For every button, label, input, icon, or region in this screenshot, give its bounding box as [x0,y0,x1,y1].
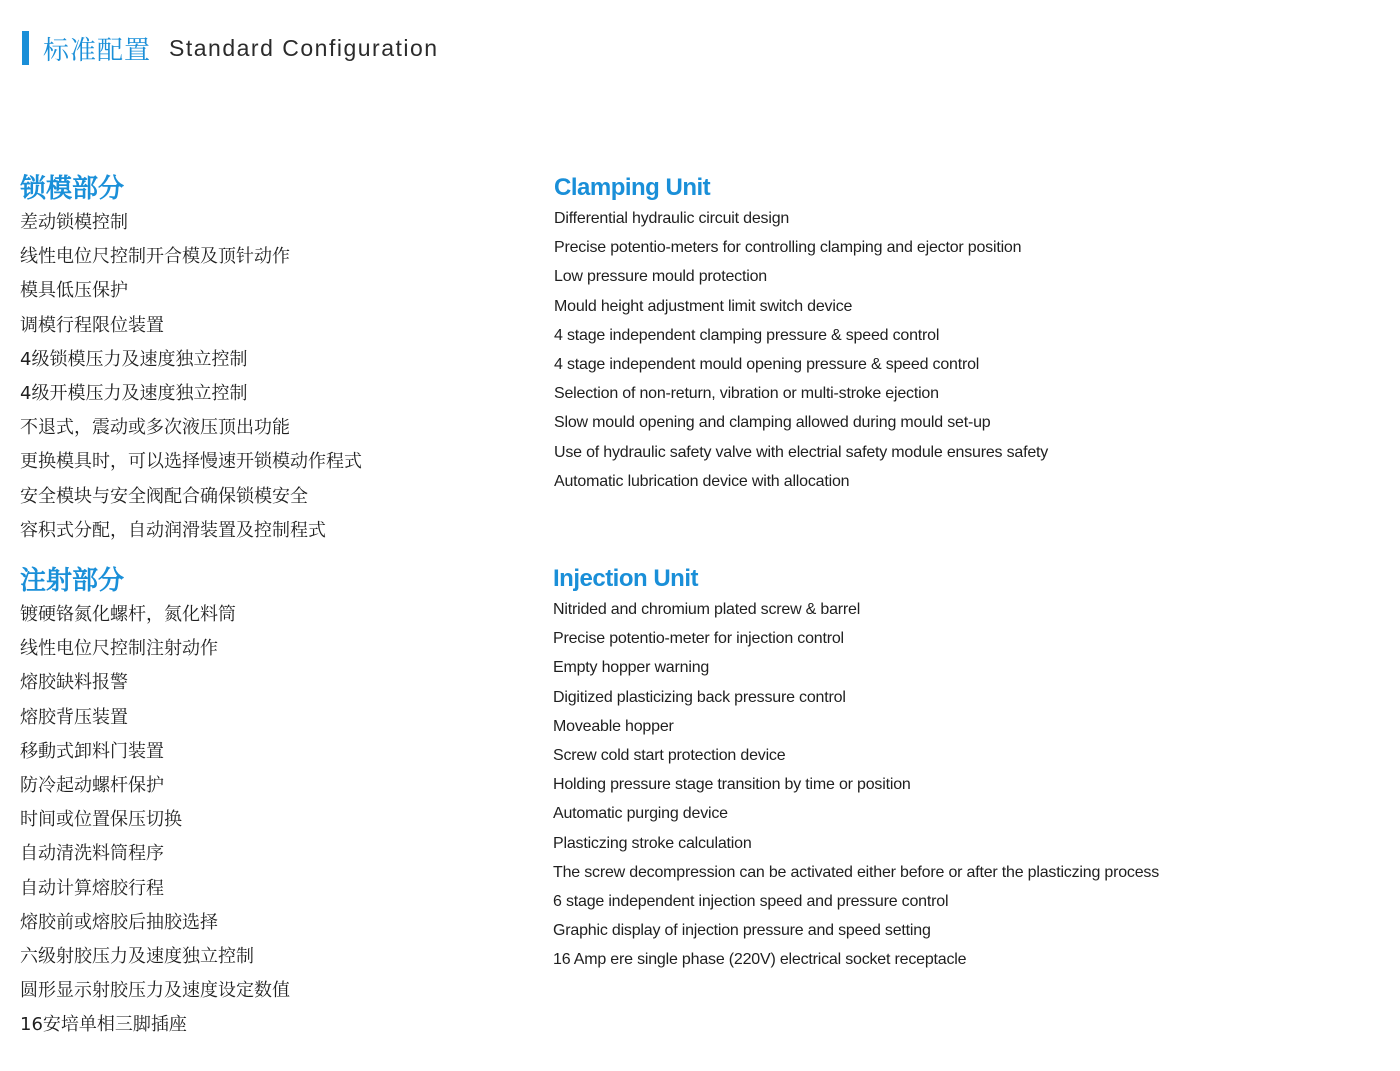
list-item: 模具低压保护 [20,280,128,302]
list-item: 差动锁模控制 [20,212,128,233]
list-item: Screw cold start protection device [553,746,786,764]
list-item: 4 stage independent clamping pressure & speed control [554,326,940,344]
list-item: 安全模块与安全阀配合确保锁模安全 [20,485,308,507]
list-item: 16 Amp ere single phase (220V) electrical socket receptacle [553,951,967,969]
list-item: Differential hydraulic circuit design [554,210,790,227]
page-header [22,31,439,65]
list-item: 6 stage independent injection speed and pressure control [553,892,949,910]
list-item: 防冷起动螺杆保护 [20,774,164,796]
list-item: 调模行程限位装置 [20,314,164,336]
list-item: The screw decompression can be activated either before or after the plasticzing process [553,863,1160,881]
list-item: 线性电位尺控制开合模及顶针动作 [20,246,290,268]
list-item: 圆形显示射胶压力及速度设定数值 [20,980,290,1002]
accent-bar [22,31,29,65]
list-item: Automatic purging device [553,805,728,823]
list-item: 熔胶前或熔胶后抽胶选择 [20,911,218,933]
injection-list-cn [20,598,290,1042]
list-item: Digitized plasticizing back pressure control [553,688,846,706]
list-item: Automatic lubrication device with allocation [554,472,850,490]
list-item: 熔胶缺料报警 [20,672,128,694]
list-item: Precise potentio-meters for controlling clamping and ejector position [554,239,1022,257]
clamping-list-cn [20,206,362,548]
list-item: 自动计算熔胶行程 [20,877,164,899]
list-item: 镀硬铬氮化螺杆，氮化料筒 [20,604,236,625]
list-item: Mould height adjustment limit switch device [554,297,853,315]
list-item: Graphic display of injection pressure and speed setting [553,922,931,940]
clamping-list-en [554,204,1048,496]
list-item: 16安培单相三脚插座 [20,1014,187,1036]
list-item: Nitrided and chromium plated screw & barrel [553,601,861,618]
list-item: 容积式分配，自动润滑装置及控制程式 [20,519,326,541]
list-item: Selection of non-return, vibration or multi-stroke ejection [554,385,939,403]
clamping-heading-cn: 锁模部分 [20,174,125,204]
list-item: Moveable hopper [553,717,674,735]
page-title-en: Standard Configuration [169,34,439,61]
page-title-cn: 标准配置 [43,35,152,66]
list-item: 时间或位置保压切换 [20,809,182,831]
list-item: 自动清洗料筒程序 [20,843,164,865]
list-item: 移動式卸料门装置 [20,740,164,762]
list-item: 熔胶背压装置 [20,706,128,728]
list-item: Empty hopper warning [553,659,710,677]
list-item: 4 stage independent mould opening pressure & speed control [554,355,980,373]
list-item: 更换模具时，可以选择慢速开锁模动作程式 [20,451,362,473]
list-item: Plasticzing stroke calculation [553,834,752,852]
list-item: Holding pressure stage transition by time or position [553,776,911,794]
list-item: 4级开模压力及速度独立控制 [20,382,248,404]
clamping-section-cn [20,172,362,548]
list-item: 线性电位尺控制注射动作 [20,638,218,660]
list-item: 不退式，震动或多次液压顶出功能 [20,417,290,439]
list-item: 六级射胶压力及速度独立控制 [20,945,254,967]
injection-heading-cn: 注射部分 [20,566,125,596]
clamping-section-en [554,172,1048,496]
injection-list-en [553,595,1159,974]
injection-section-cn [20,564,290,1042]
list-item: Slow mould opening and clamping allowed during mould set-up [554,414,991,432]
list-item: 4级锁模压力及速度独立控制 [20,348,248,370]
list-item: Low pressure mould protection [554,268,767,286]
injection-section-en [553,563,1159,974]
injection-heading-en: Injection Unit [553,565,698,592]
list-item: Precise potentio-meter for injection control [553,630,844,648]
list-item: Use of hydraulic safety valve with electrial safety module ensures safety [554,443,1049,461]
clamping-heading-en: Clamping Unit [554,174,711,201]
